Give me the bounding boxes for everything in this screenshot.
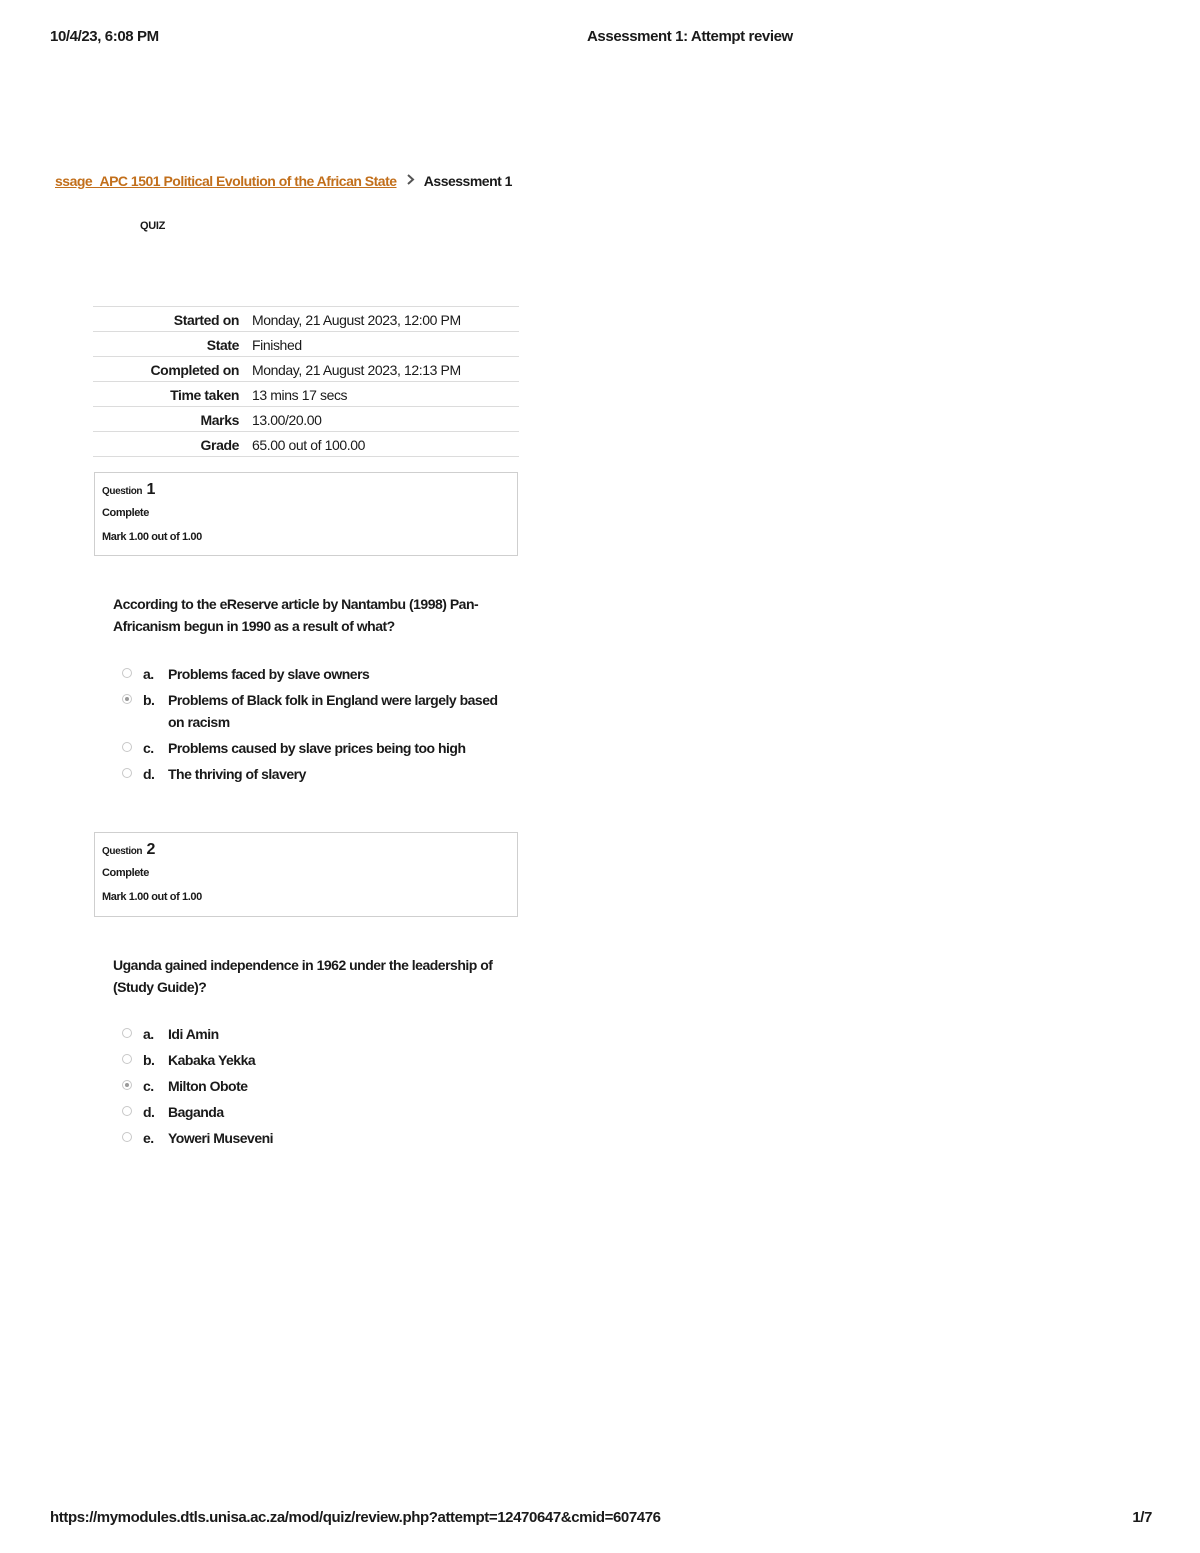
option-letter: d. [143, 1104, 155, 1120]
radio-button[interactable] [122, 1132, 132, 1142]
answer-option[interactable] [120, 737, 500, 759]
question-text: Uganda gained independence in 1962 under the leadership of (Study Guide)? [113, 957, 493, 995]
option-text: Baganda [168, 1104, 224, 1120]
answer-option[interactable] [120, 763, 500, 785]
answer-option[interactable] [120, 1023, 500, 1045]
option-text: Milton Obote [168, 1078, 248, 1094]
radio-button[interactable] [122, 668, 132, 678]
option-text: Idi Amin [168, 1026, 219, 1042]
answer-option[interactable] [120, 1101, 500, 1123]
summary-value: 65.00 out of 100.00 [252, 436, 366, 453]
question-label: Question [102, 846, 143, 857]
option-letter: a. [143, 1026, 154, 1042]
question-info-box [94, 472, 518, 556]
question-info-box [94, 832, 518, 917]
summary-label: State [206, 336, 239, 353]
print-url: https://mymodules.dtls.unisa.ac.za/mod/quiz/review.php?attempt=12470647&cmid=607476 [50, 1509, 661, 1526]
summary-value: Monday, 21 August 2023, 12:13 PM [252, 361, 461, 378]
option-letter: c. [143, 740, 154, 756]
summary-row [93, 407, 519, 432]
summary-value: Finished [252, 336, 302, 353]
question-state: Complete [102, 507, 149, 519]
summary-value: 13.00/20.00 [252, 411, 322, 428]
question-number [102, 841, 155, 859]
option-letter: d. [143, 766, 155, 782]
option-text: Yoweri Museveni [168, 1130, 274, 1146]
print-header [50, 28, 1150, 48]
option-letter: c. [143, 1078, 154, 1094]
option-text: Problems of Black folk in England were largely based on racism [168, 692, 498, 730]
answer-option[interactable] [120, 689, 500, 733]
option-letter: b. [143, 1052, 155, 1068]
summary-row [93, 307, 519, 332]
question-number-value: 2 [146, 841, 156, 858]
option-letter: a. [143, 666, 154, 682]
answer-options [120, 663, 500, 789]
summary-value: 13 mins 17 secs [252, 386, 348, 403]
radio-button-selected[interactable] [122, 694, 132, 704]
radio-button[interactable] [122, 768, 132, 778]
question-label: Question [102, 486, 143, 497]
answer-option[interactable] [120, 1075, 500, 1097]
option-text: Problems faced by slave owners [168, 666, 370, 682]
question-text: According to the eReserve article by Nantambu (1998) Pan-Africanism begun in 1990 as a result of what? [113, 596, 479, 634]
breadcrumb-current: Assessment 1 [423, 173, 512, 189]
answer-option[interactable] [120, 663, 500, 685]
print-page-number: 1/7 [1132, 1509, 1152, 1526]
breadcrumb [55, 173, 512, 189]
summary-label: Grade [200, 436, 239, 453]
answer-option[interactable] [120, 1127, 500, 1149]
print-datetime: 10/4/23, 6:08 PM [50, 28, 159, 45]
option-letter: b. [143, 692, 155, 708]
summary-label: Time taken [170, 386, 239, 403]
breadcrumb-course-link[interactable]: ssage_APC 1501 Political Evolution of the African State [55, 173, 397, 189]
radio-button[interactable] [122, 1106, 132, 1116]
question-number-value: 1 [146, 481, 156, 498]
summary-label: Completed on [150, 361, 239, 378]
summary-value: Monday, 21 August 2023, 12:00 PM [252, 311, 461, 328]
activity-type-label: QUIZ [140, 220, 166, 232]
question-number [102, 481, 155, 499]
question-state: Complete [102, 867, 149, 879]
question-mark: Mark 1.00 out of 1.00 [102, 891, 202, 903]
summary-row [93, 332, 519, 357]
option-text: The thriving of slavery [168, 766, 306, 782]
summary-row [93, 357, 519, 382]
option-text: Problems caused by slave prices being too high [168, 740, 466, 756]
summary-row [93, 382, 519, 407]
radio-button[interactable] [122, 1028, 132, 1038]
question-mark: Mark 1.00 out of 1.00 [102, 531, 202, 543]
radio-button-selected[interactable] [122, 1080, 132, 1090]
summary-label: Marks [200, 411, 239, 428]
option-text: Kabaka Yekka [168, 1052, 256, 1068]
option-letter: e. [143, 1130, 154, 1146]
print-page-title: Assessment 1: Attempt review [587, 28, 793, 45]
summary-row [93, 432, 519, 457]
attempt-summary-table [93, 306, 519, 457]
answer-option[interactable] [120, 1049, 500, 1071]
radio-button[interactable] [122, 1054, 132, 1064]
radio-button[interactable] [122, 742, 132, 752]
chevron-right-icon [406, 174, 415, 188]
summary-label: Started on [173, 311, 239, 328]
answer-options [120, 1023, 500, 1153]
